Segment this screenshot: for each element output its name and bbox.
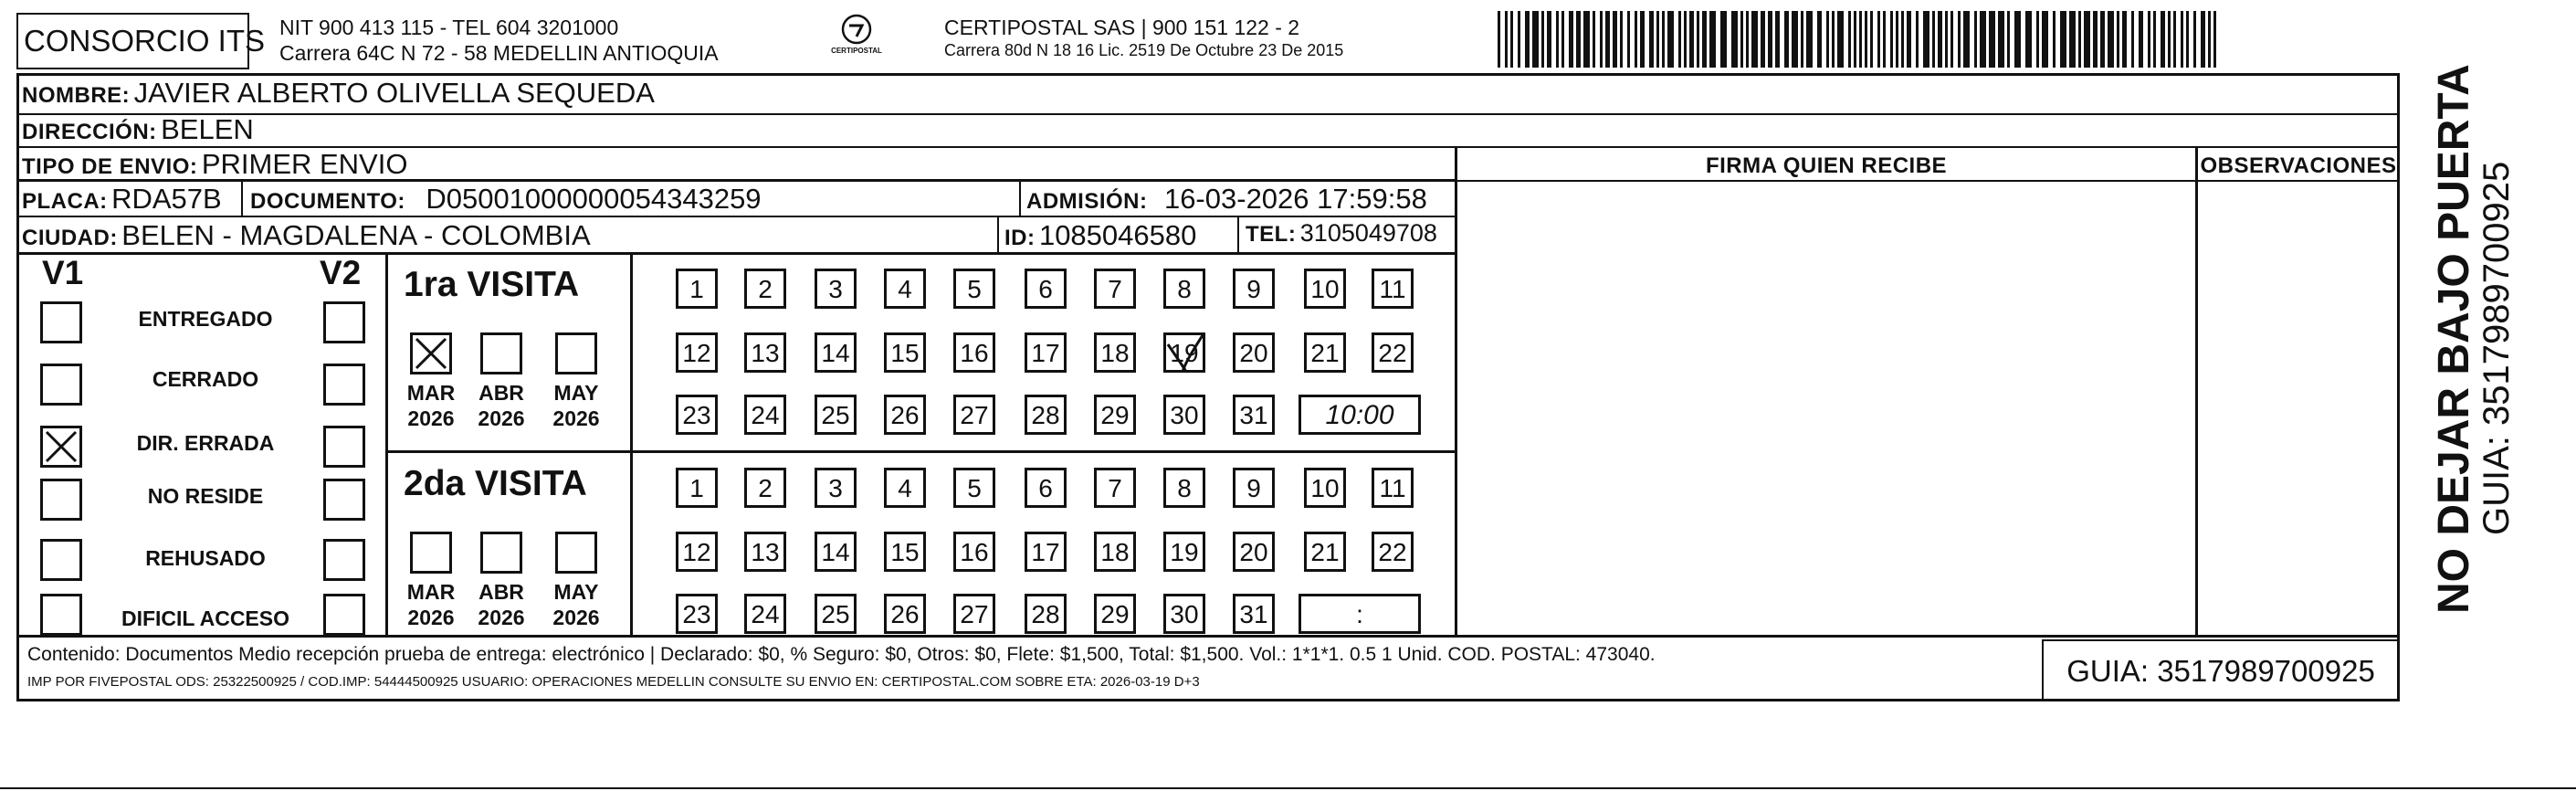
admision-value: 16-03-2026 17:59:58 bbox=[1163, 183, 1427, 215]
day-box[interactable]: 2 bbox=[744, 269, 786, 309]
observaciones-area[interactable] bbox=[2199, 183, 2398, 633]
day-box[interactable]: 4 bbox=[884, 468, 926, 508]
visit-month-checkbox[interactable] bbox=[480, 532, 522, 574]
day-box[interactable]: 19 bbox=[1163, 532, 1205, 572]
nombre-label: NOMBRE: bbox=[22, 83, 131, 108]
day-box[interactable]: 6 bbox=[1025, 468, 1067, 508]
day-box[interactable]: 13 bbox=[744, 532, 786, 572]
visit-month-label: ABR bbox=[478, 381, 524, 405]
status-v1-checkbox[interactable] bbox=[40, 539, 82, 581]
day-box[interactable]: 24 bbox=[744, 395, 786, 435]
day-box[interactable]: 23 bbox=[676, 594, 718, 634]
id-label: ID: bbox=[1004, 226, 1036, 250]
certipostal-logo bbox=[829, 13, 884, 64]
day-box[interactable]: 31 bbox=[1233, 395, 1275, 435]
day-box[interactable]: 9 bbox=[1233, 269, 1275, 309]
admision-row bbox=[1026, 183, 1427, 216]
day-box[interactable]: 22 bbox=[1372, 532, 1414, 572]
direccion-label: DIRECCIÓN: bbox=[22, 120, 157, 144]
status-label: CERRADO bbox=[152, 367, 259, 391]
status-v1-checkbox[interactable] bbox=[40, 301, 82, 343]
day-box[interactable]: 9 bbox=[1233, 468, 1275, 508]
day-box[interactable]: 24 bbox=[744, 594, 786, 634]
visit-year-label: 2026 bbox=[407, 406, 455, 430]
nombre-row bbox=[22, 77, 655, 110]
day-box[interactable]: 28 bbox=[1025, 594, 1067, 634]
ciudad-label: CIUDAD: bbox=[22, 226, 118, 250]
visit-year-label: 2026 bbox=[407, 606, 455, 629]
status-label: ENTREGADO bbox=[138, 307, 273, 331]
status-v2-checkbox[interactable] bbox=[323, 364, 365, 406]
logo-text: CERTIPOSTAL bbox=[831, 47, 882, 55]
company-name: CONSORCIO ITS bbox=[24, 24, 266, 58]
admision-label: ADMISIÓN: bbox=[1026, 189, 1148, 214]
day-box[interactable]: 13 bbox=[744, 332, 786, 373]
day-checkmark-icon bbox=[1162, 330, 1208, 377]
status-v2-checkbox[interactable] bbox=[323, 301, 365, 343]
direccion-value: BELEN bbox=[161, 113, 254, 145]
day-box[interactable]: 14 bbox=[815, 532, 857, 572]
day-box[interactable]: 27 bbox=[953, 594, 995, 634]
visit-time-box[interactable]: : bbox=[1299, 594, 1421, 634]
day-box[interactable]: 7 bbox=[1094, 468, 1136, 508]
id-row bbox=[1004, 219, 1196, 252]
day-box[interactable]: 5 bbox=[953, 269, 995, 309]
day-box[interactable]: 25 bbox=[815, 395, 857, 435]
day-box[interactable]: 18 bbox=[1094, 332, 1136, 373]
tel-row bbox=[1246, 219, 1437, 248]
visit-title: 1ra VISITA bbox=[404, 265, 580, 304]
day-box[interactable]: 27 bbox=[953, 395, 995, 435]
day-box[interactable]: 20 bbox=[1233, 332, 1275, 373]
day-box[interactable]: 19 bbox=[1163, 332, 1205, 373]
footer-contenido: Contenido: Documentos Medio recepción prueba de entrega: electrónico | Declarado: $0, % Seguro: $0, Otros: $0, Flete: $1,500, Total: $1,500. Vol.: 1*1*1. 0.5 1 Unid. COD. POSTAL: 473040. bbox=[27, 644, 1656, 665]
visit-month-checkbox[interactable] bbox=[410, 532, 452, 574]
status-label: REHUSADO bbox=[145, 546, 266, 570]
day-box[interactable]: 8 bbox=[1163, 269, 1205, 309]
tel-label: TEL: bbox=[1246, 222, 1297, 247]
day-box[interactable]: 14 bbox=[815, 332, 857, 373]
day-box[interactable]: 1 bbox=[676, 468, 718, 508]
status-label: DIR. ERRADA bbox=[136, 431, 275, 455]
day-box[interactable]: 21 bbox=[1304, 532, 1346, 572]
footer-imp: IMP POR FIVEPOSTAL ODS: 25322500925 / COD.IMP: 54444500925 USUARIO: OPERACIONES MEDELLIN CONSULTE SU ENVIO EN: CERTIPOSTAL.COM SOBRE ETA: 2026-03-19 D+3 bbox=[27, 674, 1200, 690]
v2-header: V2 bbox=[320, 254, 362, 291]
day-box[interactable]: 7 bbox=[1094, 269, 1136, 309]
id-value: 1085046580 bbox=[1038, 219, 1197, 251]
day-box[interactable]: 29 bbox=[1094, 594, 1136, 634]
status-v1-checkbox[interactable] bbox=[40, 479, 82, 521]
day-box[interactable]: 30 bbox=[1163, 594, 1205, 634]
day-box[interactable]: 22 bbox=[1372, 332, 1414, 373]
tipo-label: TIPO DE ENVIO: bbox=[22, 154, 198, 179]
visit-month-checkbox[interactable] bbox=[410, 332, 452, 374]
status-v1-checkbox[interactable] bbox=[40, 426, 82, 468]
observaciones-header: OBSERVACIONES bbox=[2200, 153, 2397, 178]
visit-month-checkbox[interactable] bbox=[555, 532, 597, 574]
day-box[interactable]: 26 bbox=[884, 594, 926, 634]
day-box[interactable]: 8 bbox=[1163, 468, 1205, 508]
day-box[interactable]: 18 bbox=[1094, 532, 1136, 572]
visit-year-label: 2026 bbox=[552, 406, 600, 430]
day-box[interactable]: 5 bbox=[953, 468, 995, 508]
day-box[interactable]: 17 bbox=[1025, 332, 1067, 373]
status-v1-checkbox[interactable] bbox=[40, 364, 82, 406]
status-v1-checkbox[interactable] bbox=[40, 594, 82, 636]
visit-month-label: ABR bbox=[478, 580, 524, 604]
visit-month-label: MAY bbox=[553, 580, 599, 604]
visit-year-label: 2026 bbox=[478, 406, 525, 430]
ciudad-value: BELEN - MAGDALENA - COLOMBIA bbox=[121, 219, 591, 251]
day-box[interactable]: 16 bbox=[953, 532, 995, 572]
side-warning: NO DEJAR BAJO PUERTA bbox=[2430, 64, 2478, 614]
guia-box-text: GUIA: 3517989700925 bbox=[2066, 654, 2375, 688]
license-line: Carrera 80d N 18 16 Lic. 2519 De Octubre 23 De 2015 bbox=[944, 41, 1344, 59]
placa-row bbox=[22, 183, 222, 216]
tipo-row bbox=[22, 148, 407, 181]
day-box[interactable]: 3 bbox=[815, 269, 857, 309]
visit-time-box[interactable]: 10:00 bbox=[1299, 395, 1421, 435]
v1-header: V1 bbox=[42, 254, 84, 291]
day-box[interactable]: 28 bbox=[1025, 395, 1067, 435]
certipostal-line: CERTIPOSTAL SAS | 900 151 122 - 2 bbox=[944, 16, 1300, 39]
day-box[interactable]: 2 bbox=[744, 468, 786, 508]
visit-month-label: MAR bbox=[406, 580, 456, 604]
day-box[interactable]: 3 bbox=[815, 468, 857, 508]
nit-line: NIT 900 413 115 - TEL 604 3201000 bbox=[279, 16, 619, 39]
day-box[interactable]: 12 bbox=[676, 532, 718, 572]
status-v2-checkbox[interactable] bbox=[323, 539, 365, 581]
placa-label: PLACA: bbox=[22, 189, 108, 214]
day-box[interactable]: 26 bbox=[884, 395, 926, 435]
address-line: Carrera 64C N 72 - 58 MEDELLIN ANTIOQUIA bbox=[279, 41, 719, 65]
day-box[interactable]: 17 bbox=[1025, 532, 1067, 572]
day-box[interactable]: 15 bbox=[884, 532, 926, 572]
day-box[interactable]: 20 bbox=[1233, 532, 1275, 572]
side-guia: GUIA: 3517989700925 bbox=[2476, 161, 2517, 535]
day-box[interactable]: 11 bbox=[1372, 269, 1414, 309]
tel-value: 3105049708 bbox=[1299, 219, 1437, 247]
firma-header: FIRMA QUIEN RECIBE bbox=[1705, 153, 1948, 178]
documento-label: DOCUMENTO: bbox=[250, 189, 405, 214]
status-v2-checkbox[interactable] bbox=[323, 479, 365, 521]
visit-month-checkbox[interactable] bbox=[555, 332, 597, 374]
visit-month-label: MAY bbox=[553, 381, 599, 405]
day-box[interactable]: 29 bbox=[1094, 395, 1136, 435]
visit-year-label: 2026 bbox=[478, 606, 525, 629]
firma-area[interactable] bbox=[1459, 183, 2193, 633]
barcode bbox=[1498, 11, 2228, 68]
direccion-row bbox=[22, 113, 254, 146]
guia-box bbox=[2042, 639, 2400, 701]
status-label: NO RESIDE bbox=[147, 484, 264, 508]
day-box[interactable]: 16 bbox=[953, 332, 995, 373]
placa-value: RDA57B bbox=[111, 183, 222, 215]
day-box[interactable]: 4 bbox=[884, 269, 926, 309]
status-v2-checkbox[interactable] bbox=[323, 426, 365, 468]
visit-title: 2da VISITA bbox=[404, 464, 587, 503]
day-box[interactable]: 21 bbox=[1304, 332, 1346, 373]
documento-value: D05001000000054343259 bbox=[426, 183, 762, 215]
day-box[interactable]: 25 bbox=[815, 594, 857, 634]
day-box[interactable]: 15 bbox=[884, 332, 926, 373]
day-box[interactable]: 12 bbox=[676, 332, 718, 373]
day-box[interactable]: 23 bbox=[676, 395, 718, 435]
tipo-value: PRIMER ENVIO bbox=[201, 148, 408, 180]
visit-month-label: MAR bbox=[406, 381, 456, 405]
status-v2-checkbox[interactable] bbox=[323, 594, 365, 636]
documento-row bbox=[250, 183, 762, 216]
day-box[interactable]: 30 bbox=[1163, 395, 1205, 435]
day-box[interactable]: 6 bbox=[1025, 269, 1067, 309]
status-label: DIFICIL ACCESO bbox=[121, 606, 289, 630]
ciudad-row bbox=[22, 219, 591, 252]
day-box[interactable]: 1 bbox=[676, 269, 718, 309]
day-box[interactable]: 11 bbox=[1372, 468, 1414, 508]
visit-month-checkbox[interactable] bbox=[480, 332, 522, 374]
day-box[interactable]: 31 bbox=[1233, 594, 1275, 634]
visit-year-label: 2026 bbox=[552, 606, 600, 629]
nombre-value: JAVIER ALBERTO OLIVELLA SEQUEDA bbox=[133, 77, 655, 109]
day-box[interactable]: 10 bbox=[1304, 269, 1346, 309]
day-box[interactable]: 10 bbox=[1304, 468, 1346, 508]
